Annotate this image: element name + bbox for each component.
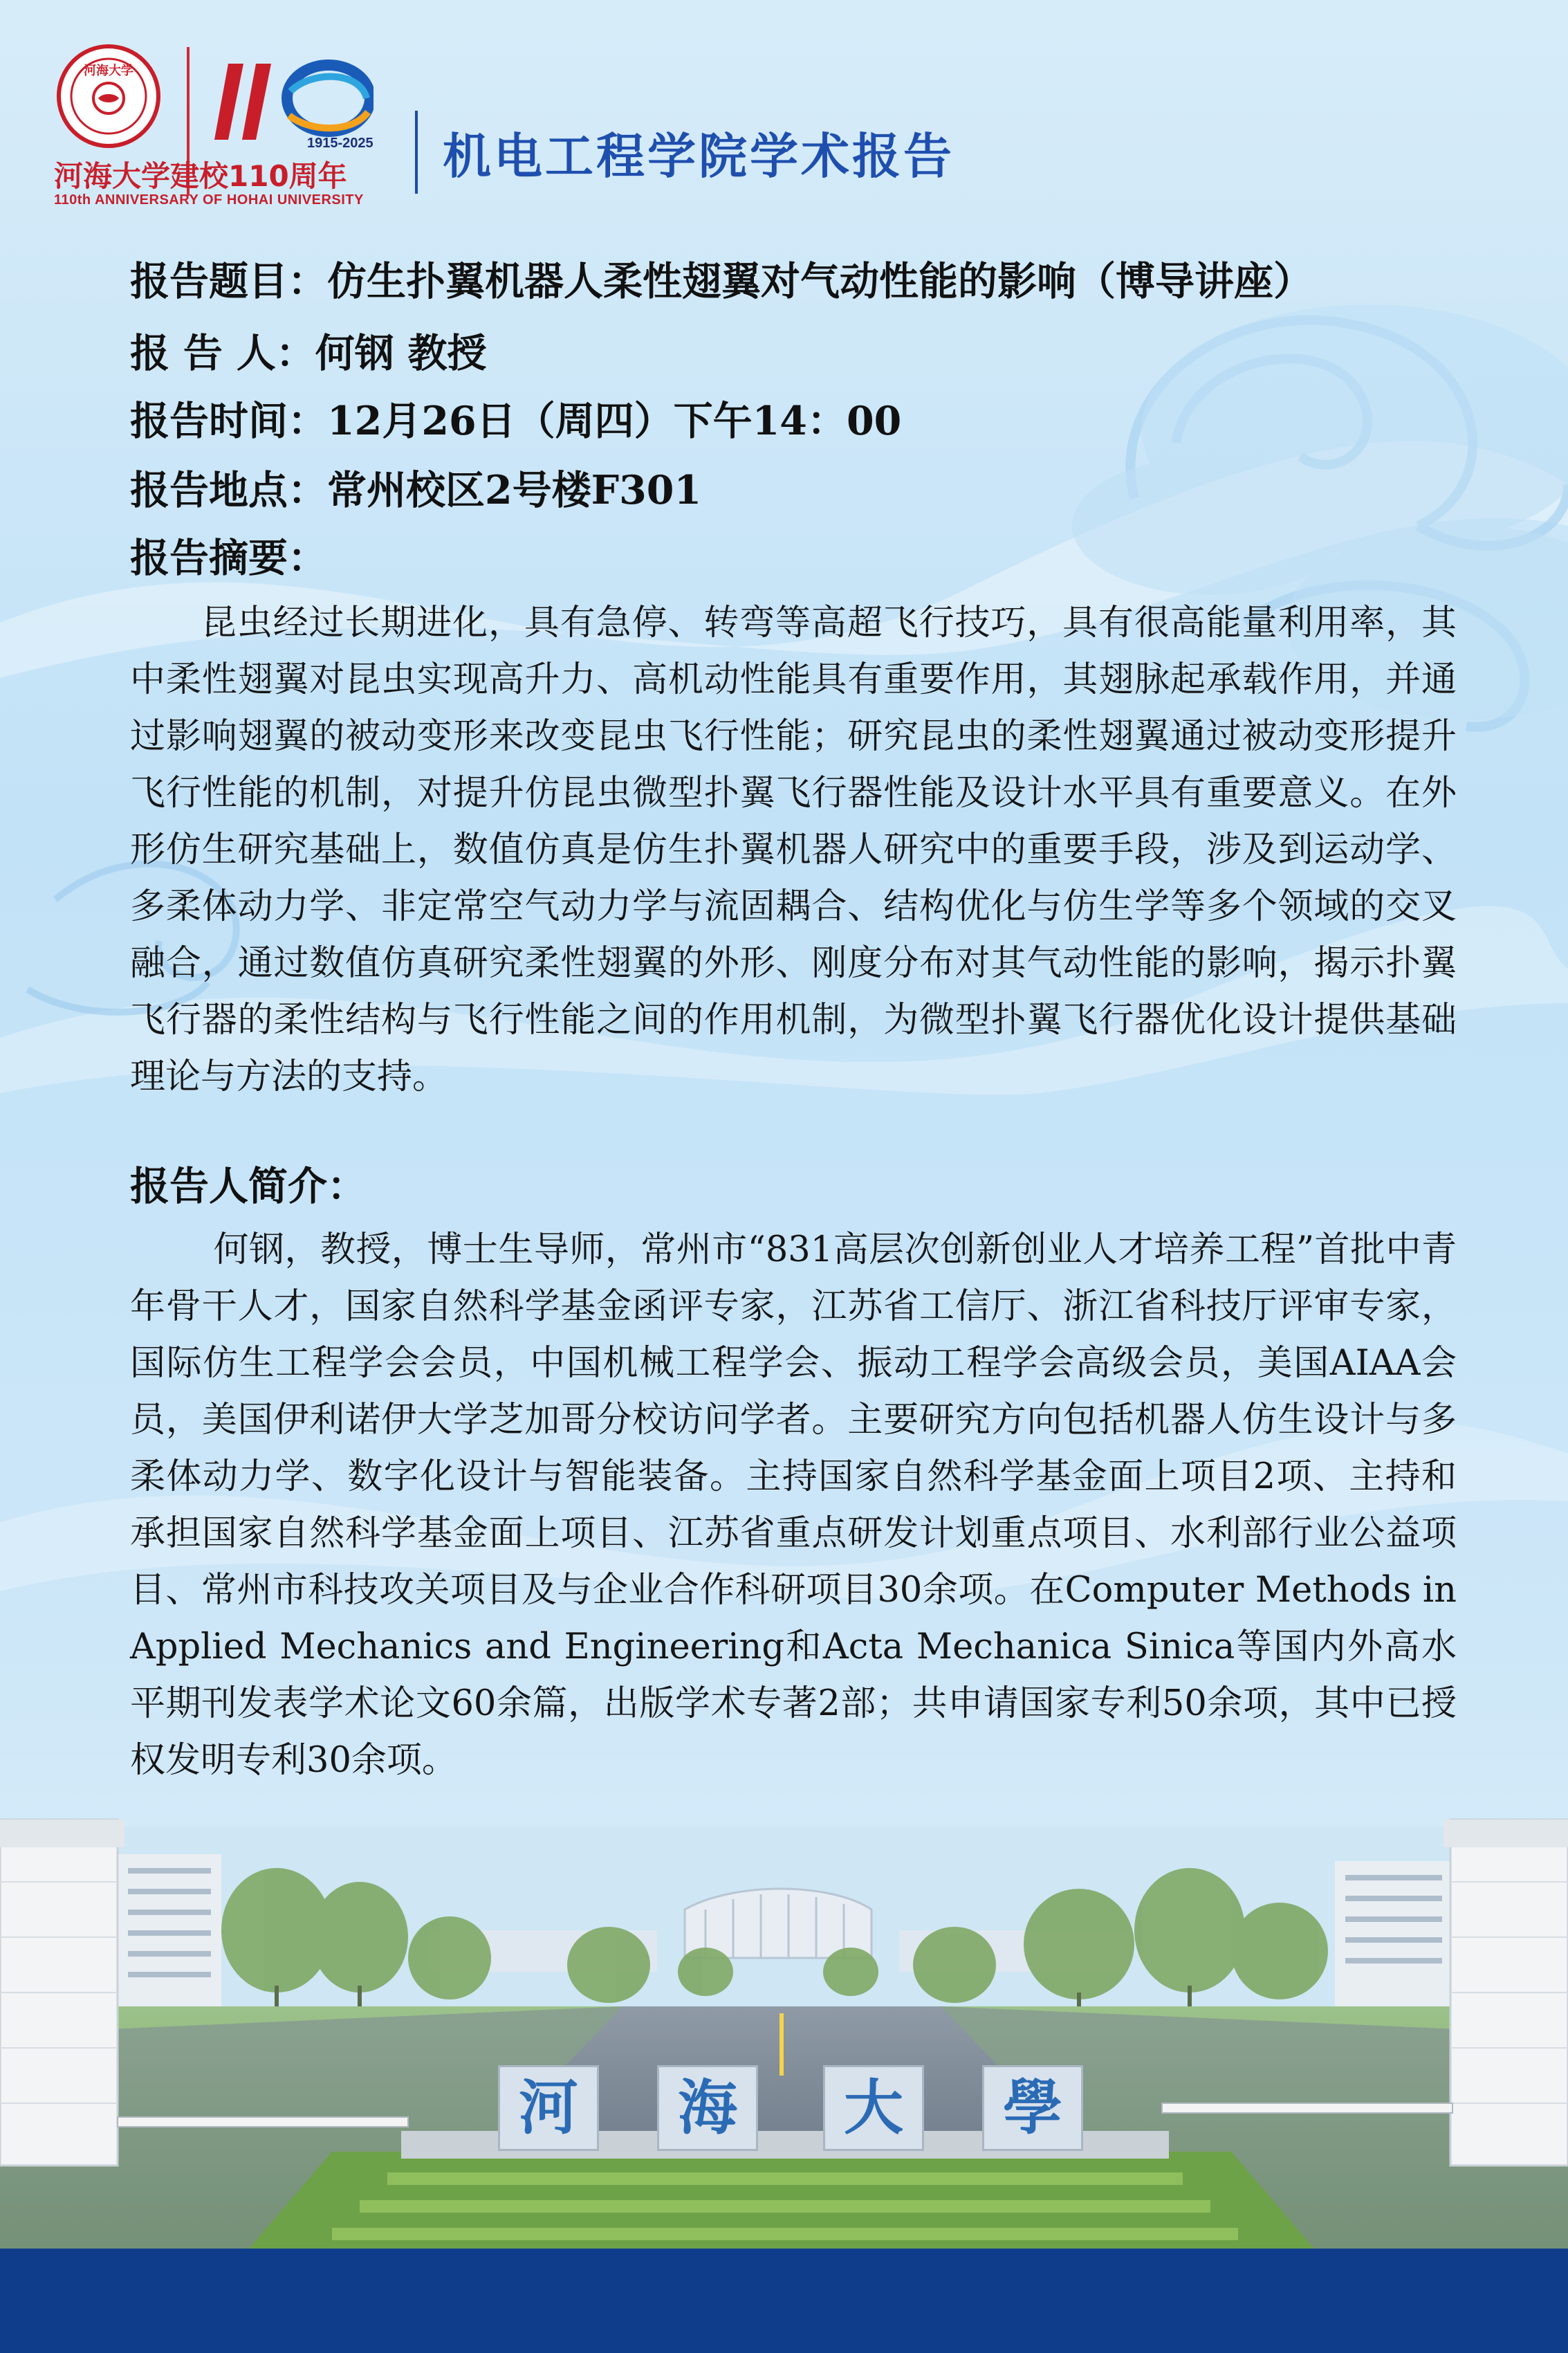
gate-sign-char: 海 (678, 2073, 737, 2143)
abstract-paragraph (130, 595, 1457, 1106)
gate-sign-block (823, 2065, 924, 2151)
bio-heading: 报告人简介： (130, 1163, 367, 1209)
time-value: 12月26日（周四）下午14：00 (327, 398, 902, 444)
gate-sign-block (982, 2065, 1083, 2151)
bio-text: 何钢，教授，博士生导师，常州市“831高层次创新创业人才培养工程”首批中青年骨干人才，国家自然科学基金函评专家，江苏省工信厅、浙江省科技厅评审专家，国际仿生工程学会会员，中国机械工程学会、振动工程学会高级会员，美国AIAA会员，美国伊利诺伊大学芝加哥分校访问学者。主要研究方向包括机器人仿生设计与多柔体动力学、数字化设计与智能装备。主持国家自然科学基金面上项目2项、主持和承担国家自然科学基金面上项目、江苏省重点研发计划重点项目、水利部行业公益项目、常州市科技攻关项目及与企业合作科研项目30余项。在Computer Methods in Applied Mechanics and Engineering和Acta Mechanica Sinica等国内外高水平期刊发表学术论文60余篇，出版学术专著2部；共申请国家专利50余项，其中已授权发明专利30余项。 (130, 1229, 1457, 1781)
speaker-line (130, 330, 487, 376)
topic-value: 仿生扑翼机器人柔性翅翼对气动性能的影响（博导讲座） (327, 258, 1313, 304)
gate-sign-char: 學 (1003, 2073, 1062, 2143)
bio-paragraph (130, 1222, 1457, 1789)
time-line (130, 398, 902, 444)
place-label: 报告地点： (130, 467, 327, 513)
speaker-value: 何钢 教授 (315, 330, 487, 376)
time-label: 报告时间： (130, 398, 327, 444)
abstract-text: 昆虫经过长期进化，具有急停、转弯等高超飞行技巧，具有很高能量利用率，其中柔性翅翼对昆虫实现高升力、高机动性能具有重要作用，其翅脉起承载作用，并通过影响翅翼的被动变形来改变昆虫飞行性能；研究昆虫的柔性翅翼通过被动变形提升飞行性能的机制，对提升仿昆虫微型扑翼飞行器性能及设计水平具有重要意义。在外形仿生研究基础上，数值仿真是仿生扑翼机器人研究中的重要手段，涉及到运动学、多柔体动力学、非定常空气动力学与流固耦合、结构优化与仿生学等多个领域的交叉融合，通过数值仿真研究柔性翅翼的外形、刚度分布对其气动性能的影响，揭示扑翼飞行器的柔性结构与飞行性能之间的作用机制，为微型扑翼飞行器优化设计提供基础理论与方法的支持。 (130, 603, 1457, 1097)
university-seal-logo (57, 44, 160, 148)
place-line (130, 467, 702, 513)
gate-sign-char: 大 (844, 2073, 903, 2143)
seal-text: 河海大学 (84, 64, 133, 78)
abstract-heading: 报告摘要： (130, 535, 327, 581)
speaker-label: 报 告 人： (130, 330, 315, 376)
place-value: 常州校区2号楼F301 (327, 467, 702, 513)
gate-sign-block (498, 2065, 599, 2151)
title-divider (415, 111, 418, 194)
footer-band (0, 2249, 1568, 2353)
gate-sign-block (657, 2065, 758, 2151)
gate-sign-char: 河 (519, 2073, 578, 2143)
college-title: 机电工程学院学术报告 (443, 128, 954, 185)
logo-text: 河海大学建校110周年 (54, 159, 347, 193)
anniversary-years: 1915-2025 (307, 136, 373, 151)
logo-subtitle: 110th ANNIVERSARY OF HOHAI UNIVERSITY (54, 192, 364, 208)
topic-label: 报告题目： (130, 258, 327, 304)
topic-line (130, 258, 1313, 304)
